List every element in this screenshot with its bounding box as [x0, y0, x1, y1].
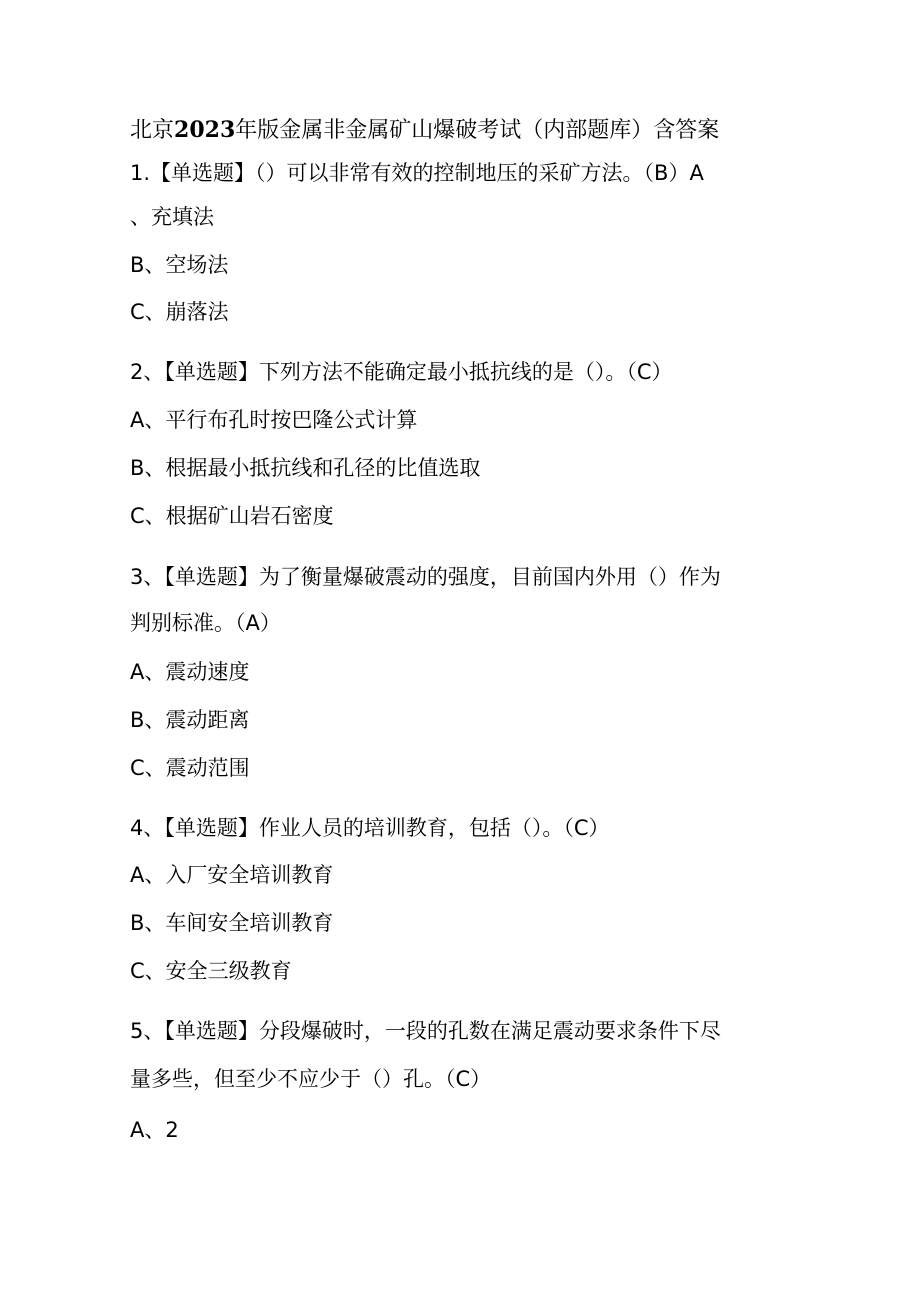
question-3-option-b: B、震动距离 — [130, 708, 250, 732]
question-4-text-line-1: 4、【单选题】作业人员的培训教育，包括（）。（C） — [130, 816, 610, 840]
question-4-option-a: A、入厂安全培训教育 — [130, 863, 334, 887]
document-title — [130, 114, 719, 147]
question-5-text-line-1: 5、【单选题】分段爆破时，一段的孔数在满足震动要求条件下尽 — [130, 1019, 721, 1043]
question-1-option-b: B、空场法 — [130, 253, 229, 277]
question-2-option-b: B、根据最小抵抗线和孔径的比值选取 — [130, 456, 481, 480]
question-3-option-c: C、震动范围 — [130, 756, 250, 780]
title-prefix: 北京 — [130, 118, 175, 143]
title-year: 2023 — [174, 117, 236, 143]
title-suffix: 年版金属非金属矿山爆破考试（内部题库）含答案 — [235, 118, 720, 143]
question-5-text-line-2: 量多些，但至少不应少于（）孔。（C） — [130, 1067, 492, 1091]
question-5-option-a: A、2 — [130, 1118, 179, 1142]
question-4-option-b: B、车间安全培训教育 — [130, 911, 334, 935]
question-2-option-c: C、根据矿山岩石密度 — [130, 504, 334, 528]
question-3-option-a: A、震动速度 — [130, 660, 250, 684]
question-3-text-line-1: 3、【单选题】为了衡量爆破震动的强度，目前国内外用（）作为 — [130, 565, 721, 589]
question-1-text-line-1: 1.【单选题】（）可以非常有效的控制地压的采矿方法。（B）A — [130, 161, 704, 185]
question-3-text-line-2: 判别标准。（A） — [130, 611, 281, 635]
question-1-text-line-2: 、充填法 — [130, 205, 214, 229]
question-2-option-a: A、平行布孔时按巴隆公式计算 — [130, 408, 418, 432]
question-4-option-c: C、安全三级教育 — [130, 959, 292, 983]
question-1-option-c: C、崩落法 — [130, 300, 229, 324]
question-2-text-line-1: 2、【单选题】下列方法不能确定最小抵抗线的是（）。（C） — [130, 360, 673, 384]
